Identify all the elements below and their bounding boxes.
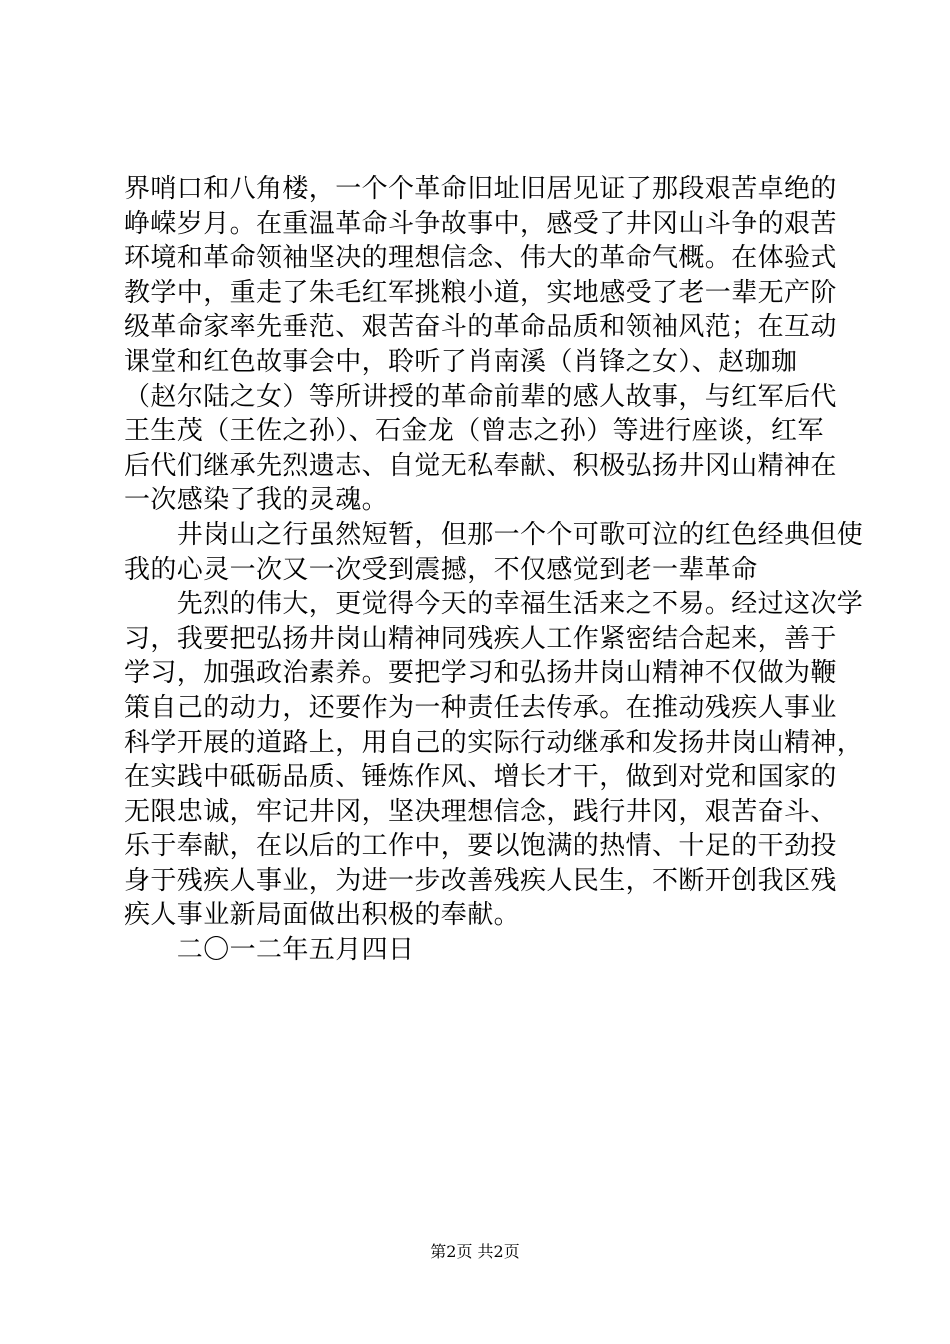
text-line: 策自己的动力，还要作为一种责任去传承。在推动残疾人事业 bbox=[124, 692, 837, 723]
text-line: 学习，加强政治素养。要把学习和弘扬井岗山精神不仅做为鞭 bbox=[124, 658, 837, 689]
text-line: 无限忠诚，牢记井冈，坚决理想信念，践行井冈，艰苦奋斗、 bbox=[124, 796, 837, 827]
text-line: 科学开展的道路上，用自己的实际行动继承和发扬井岗山精神， bbox=[124, 727, 864, 758]
text-line: 教学中，重走了朱毛红军挑粮小道，实地感受了老一辈无产阶 bbox=[124, 277, 837, 308]
date-line: 二〇一二年五月四日 bbox=[124, 935, 415, 966]
text-line: 级革命家率先垂范、艰苦奋斗的革命品质和领袖风范；在互动 bbox=[124, 312, 837, 343]
text-line: 环境和革命领袖坚决的理想信念、伟大的革命气概。在体验式 bbox=[124, 243, 837, 274]
page-number-footer: 第2页 共2页 bbox=[430, 1242, 520, 1261]
document-body bbox=[124, 172, 864, 968]
text-line: 井岗山之行虽然短暂，但那一个个可歌可泣的红色经典但使 bbox=[124, 519, 864, 550]
text-line: 在实践中砥砺品质、锤炼作风、增长才干，做到对党和国家的 bbox=[124, 762, 837, 793]
text-line: 课堂和红色故事会中，聆听了肖南溪（肖锋之女）、赵珈珈 bbox=[124, 346, 798, 377]
text-line: 峥嵘岁月。在重温革命斗争故事中，感受了井冈山斗争的艰苦 bbox=[124, 208, 837, 239]
text-line: 先烈的伟大，更觉得今天的幸福生活来之不易。经过这次学 bbox=[124, 589, 864, 620]
text-line: （赵尔陆之女）等所讲授的革命前辈的感人故事，与红军后代 bbox=[124, 381, 837, 412]
text-line: 乐于奉献，在以后的工作中，要以饱满的热情、十足的干劲投 bbox=[124, 831, 837, 862]
text-line: 习，我要把弘扬井岗山精神同残疾人工作紧密结合起来，善于 bbox=[124, 623, 837, 654]
text-line: 后代们继承先烈遗志、自觉无私奉献、积极弘扬井冈山精神在 bbox=[124, 450, 837, 481]
text-line: 一次感染了我的灵魂。 bbox=[124, 485, 389, 516]
text-line: 我的心灵一次又一次受到震撼，不仅感觉到老一辈革命 bbox=[124, 554, 758, 585]
text-line: 疾人事业新局面做出积极的奉献。 bbox=[124, 900, 521, 931]
text-line: 身于残疾人事业，为进一步改善残疾人民生，不断开创我区残 bbox=[124, 865, 837, 896]
text-line: 王生茂（王佐之孙）、石金龙（曾志之孙）等进行座谈，红军 bbox=[124, 416, 824, 447]
text-line: 界哨口和八角楼，一个个革命旧址旧居见证了那段艰苦卓绝的 bbox=[124, 174, 837, 204]
